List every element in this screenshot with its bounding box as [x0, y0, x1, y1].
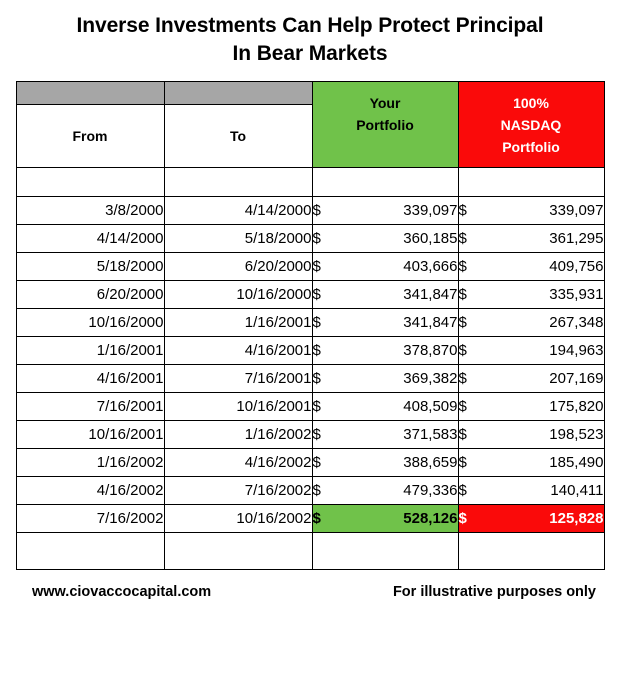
cell-from: 1/16/2002: [16, 448, 164, 476]
cell-to: 1/16/2002: [164, 420, 312, 448]
cell-to: 7/16/2002: [164, 476, 312, 504]
cell-to: 1/16/2001: [164, 308, 312, 336]
table-row: [16, 196, 604, 224]
currency-symbol: $: [458, 257, 467, 275]
table-row: [16, 280, 604, 308]
cell-from: 3/8/2000: [16, 196, 164, 224]
cell-to: 10/16/2000: [164, 280, 312, 308]
cell-nasdaq-portfolio: [458, 224, 604, 252]
value-nasdaq-portfolio: 185,490: [549, 453, 604, 471]
currency-symbol: $: [458, 509, 467, 527]
header-nasdaq-portfolio-line2: NASDAQ: [500, 116, 562, 133]
header-nasdaq-portfolio: [458, 81, 604, 167]
value-your-portfolio: 528,126: [403, 509, 458, 527]
value-your-portfolio: 371,583: [403, 425, 458, 443]
page-title-line1: Inverse Investments Can Help Protect Principal: [76, 14, 544, 37]
tail-cell-your: [312, 532, 458, 569]
table-row: [16, 364, 604, 392]
value-your-portfolio: 360,185: [403, 229, 458, 247]
currency-symbol: $: [312, 481, 321, 499]
tail-cell-to: [164, 532, 312, 569]
table-header-top-row: [16, 81, 604, 104]
cell-from: 7/16/2001: [16, 392, 164, 420]
cell-nasdaq-portfolio: [458, 196, 604, 224]
currency-symbol: $: [458, 425, 467, 443]
cell-to: 10/16/2002: [164, 504, 312, 532]
header-your-portfolio-line1: Your: [369, 95, 401, 112]
cell-your-portfolio: [312, 196, 458, 224]
value-nasdaq-portfolio: 267,348: [549, 313, 604, 331]
currency-symbol: $: [312, 285, 321, 303]
cell-nasdaq-portfolio: [458, 364, 604, 392]
cell-your-portfolio: [312, 336, 458, 364]
header-gray-to: [164, 81, 312, 104]
cell-to: 10/16/2001: [164, 392, 312, 420]
currency-symbol: $: [312, 397, 321, 415]
header-your-portfolio-line2: Portfolio: [356, 116, 414, 133]
currency-symbol: $: [458, 285, 467, 303]
cell-nasdaq-portfolio: [458, 336, 604, 364]
value-nasdaq-portfolio: 175,820: [549, 397, 604, 415]
currency-symbol: $: [312, 201, 321, 219]
cell-nasdaq-portfolio: [458, 504, 604, 532]
currency-symbol: $: [312, 453, 321, 471]
spacer-cell-to: [164, 167, 312, 196]
value-your-portfolio: 403,666: [403, 257, 458, 275]
value-nasdaq-portfolio: 339,097: [549, 201, 604, 219]
value-nasdaq-portfolio: 409,756: [549, 257, 604, 275]
cell-from: 5/18/2000: [16, 252, 164, 280]
currency-symbol: $: [312, 341, 321, 359]
cell-nasdaq-portfolio: [458, 420, 604, 448]
spacer-cell-from: [16, 167, 164, 196]
spacer-cell-your: [312, 167, 458, 196]
currency-symbol: $: [312, 257, 321, 275]
cell-your-portfolio: [312, 448, 458, 476]
value-your-portfolio: 378,870: [403, 341, 458, 359]
cell-from: 4/16/2001: [16, 364, 164, 392]
value-nasdaq-portfolio: 140,411: [550, 481, 604, 499]
page-title-line2: In Bear Markets: [232, 42, 388, 66]
table-spacer-row: [16, 167, 604, 196]
cell-your-portfolio: [312, 392, 458, 420]
value-nasdaq-portfolio: 125,828: [549, 509, 604, 527]
cell-to: 6/20/2000: [164, 252, 312, 280]
header-nasdaq-portfolio-line3: Portfolio: [502, 138, 560, 155]
cell-nasdaq-portfolio: [458, 448, 604, 476]
cell-nasdaq-portfolio: [458, 252, 604, 280]
cell-from: 7/16/2002: [16, 504, 164, 532]
value-your-portfolio: 341,847: [403, 313, 458, 331]
currency-symbol: $: [458, 369, 467, 387]
currency-symbol: $: [312, 369, 321, 387]
table-row: [16, 476, 604, 504]
cell-your-portfolio: [312, 504, 458, 532]
cell-your-portfolio: [312, 364, 458, 392]
footer: [16, 584, 604, 600]
cell-nasdaq-portfolio: [458, 280, 604, 308]
value-your-portfolio: 339,097: [403, 201, 458, 219]
cell-from: 1/16/2001: [16, 336, 164, 364]
cell-nasdaq-portfolio: [458, 476, 604, 504]
cell-to: 5/18/2000: [164, 224, 312, 252]
value-your-portfolio: 479,336: [403, 481, 458, 499]
currency-symbol: $: [458, 201, 467, 219]
table-tail-row: [16, 532, 604, 569]
table-row: [16, 224, 604, 252]
cell-your-portfolio: [312, 476, 458, 504]
cell-your-portfolio: [312, 308, 458, 336]
currency-symbol: $: [312, 425, 321, 443]
cell-from: 6/20/2000: [16, 280, 164, 308]
table-row: [16, 448, 604, 476]
table-row: [16, 420, 604, 448]
value-nasdaq-portfolio: 361,295: [549, 229, 604, 247]
performance-table: [16, 81, 605, 570]
cell-nasdaq-portfolio: [458, 308, 604, 336]
page-title: [0, 0, 620, 75]
currency-symbol: $: [458, 481, 467, 499]
cell-to: 7/16/2001: [164, 364, 312, 392]
header-nasdaq-portfolio-line1: 100%: [513, 95, 549, 112]
table-row: [16, 252, 604, 280]
cell-from: 4/14/2000: [16, 224, 164, 252]
header-your-portfolio: [312, 81, 458, 167]
spacer-cell-nasdaq: [458, 167, 604, 196]
cell-from: 10/16/2000: [16, 308, 164, 336]
cell-to: 4/16/2001: [164, 336, 312, 364]
value-nasdaq-portfolio: 335,931: [549, 285, 604, 303]
header-your-portfolio-label: [313, 93, 458, 155]
header-from: From: [16, 104, 164, 167]
value-nasdaq-portfolio: 207,169: [549, 369, 604, 387]
cell-from: 4/16/2002: [16, 476, 164, 504]
currency-symbol: $: [312, 509, 321, 527]
currency-symbol: $: [458, 341, 467, 359]
currency-symbol: $: [312, 313, 321, 331]
value-your-portfolio: 369,382: [403, 369, 458, 387]
currency-symbol: $: [458, 313, 467, 331]
value-your-portfolio: 388,659: [403, 453, 458, 471]
cell-your-portfolio: [312, 252, 458, 280]
currency-symbol: $: [458, 397, 467, 415]
value-your-portfolio: 408,509: [403, 397, 458, 415]
footer-website: www.ciovaccocapital.com: [32, 583, 212, 600]
currency-symbol: $: [458, 229, 467, 247]
cell-to: 4/14/2000: [164, 196, 312, 224]
header-to: To: [164, 104, 312, 167]
value-nasdaq-portfolio: 194,963: [549, 341, 604, 359]
currency-symbol: $: [312, 229, 321, 247]
table-row: [16, 336, 604, 364]
table-row: [16, 392, 604, 420]
tail-cell-nasdaq: [458, 532, 604, 569]
currency-symbol: $: [458, 453, 467, 471]
table-row-highlighted: [16, 504, 604, 532]
table-row: [16, 308, 604, 336]
footer-disclaimer: For illustrative purposes only: [392, 583, 596, 600]
cell-from: 10/16/2001: [16, 420, 164, 448]
header-gray-from: [16, 81, 164, 104]
value-nasdaq-portfolio: 198,523: [549, 425, 604, 443]
cell-your-portfolio: [312, 224, 458, 252]
cell-your-portfolio: [312, 420, 458, 448]
header-nasdaq-portfolio-label: [459, 93, 604, 155]
cell-nasdaq-portfolio: [458, 392, 604, 420]
cell-to: 4/16/2002: [164, 448, 312, 476]
value-your-portfolio: 341,847: [403, 285, 458, 303]
tail-cell-from: [16, 532, 164, 569]
cell-your-portfolio: [312, 280, 458, 308]
